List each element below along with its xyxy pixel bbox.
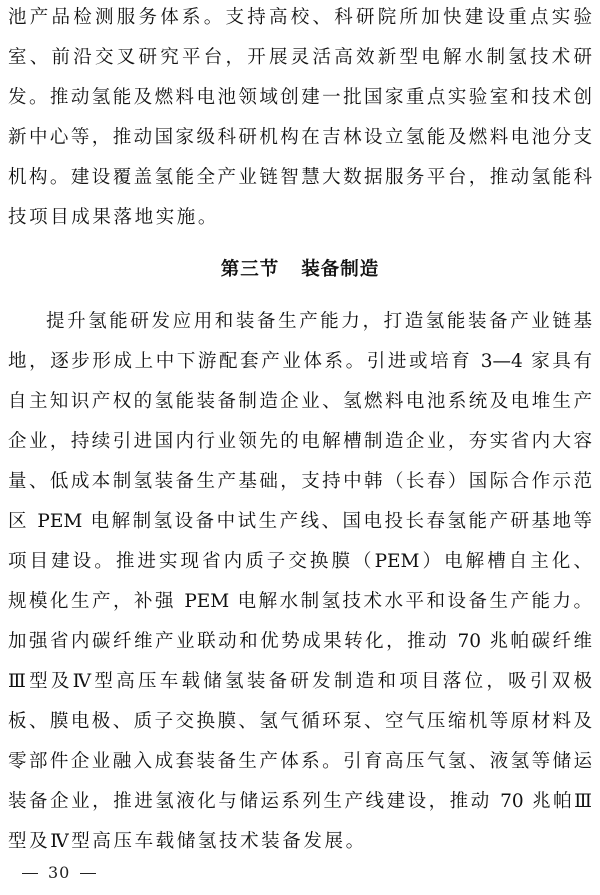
footer-dash-left — [22, 873, 38, 874]
section-number: 第三节 — [220, 259, 280, 280]
section-title: 装备制造 — [301, 259, 380, 280]
text-line: 区 PEM 电解制氢设备中试生产线、国电投长春氢能产研基地等 — [8, 511, 592, 532]
section-heading — [0, 258, 600, 282]
text-line: 发。推动氢能及燃料电池领域创建一批国家重点实验室和技术创 — [8, 87, 592, 108]
text-line: 项目建设。推进实现省内质子交换膜（PEM）电解槽自主化、 — [8, 551, 592, 572]
text-line: 池产品检测服务体系。支持高校、科研院所加快建设重点实验 — [8, 7, 592, 28]
text-line: 技项目成果落地实施。 — [8, 207, 220, 228]
text-line: 型及Ⅳ型高压车载储氢技术装备发展。 — [8, 831, 367, 852]
text-line: 量、低成本制氢装备生产基础，支持中韩（长春）国际合作示范 — [8, 471, 592, 492]
text-line: 地，逐步形成上中下游配套产业体系。引进或培育 3—4 家具有 — [8, 351, 592, 372]
text-line: 企业，持续引进国内行业领先的电解槽制造企业，夯实省内大容 — [8, 431, 592, 452]
text-line: 规模化生产，补强 PEM 电解水制氢技术水平和设备生产能力。 — [8, 591, 592, 612]
page-footer — [22, 862, 96, 884]
text-line: 装备企业，推进氢液化与储运系列生产线建设，推动 70 兆帕Ⅲ — [8, 791, 592, 812]
text-line: 机构。建设覆盖氢能全产业链智慧大数据服务平台，推动氢能科 — [8, 167, 592, 188]
text-line: 零部件企业融入成套装备生产体系。引育高压气氢、液氢等储运 — [8, 751, 592, 772]
text-line: 板、膜电极、质子交换膜、氢气循环泵、空气压缩机等原材料及 — [8, 711, 592, 732]
text-line: 提升氢能研发应用和装备生产能力，打造氢能装备产业链基 — [46, 311, 592, 332]
text-line: Ⅲ型及Ⅳ型高压车载储氢装备研发制造和项目落位，吸引双极 — [8, 671, 592, 692]
text-line: 自主知识产权的氢能装备制造企业、氢燃料电池系统及电堆生产 — [8, 391, 592, 412]
text-line: 新中心等，推动国家级科研机构在吉林设立氢能及燃料电池分支 — [8, 127, 592, 148]
page-number: 30 — [48, 863, 71, 882]
text-line: 室、前沿交叉研究平台，开展灵活高效新型电解水制氢技术研 — [8, 47, 592, 68]
text-line: 加强省内碳纤维产业联动和优势成果转化，推动 70 兆帕碳纤维 — [8, 631, 592, 652]
footer-dash-right — [80, 873, 96, 874]
